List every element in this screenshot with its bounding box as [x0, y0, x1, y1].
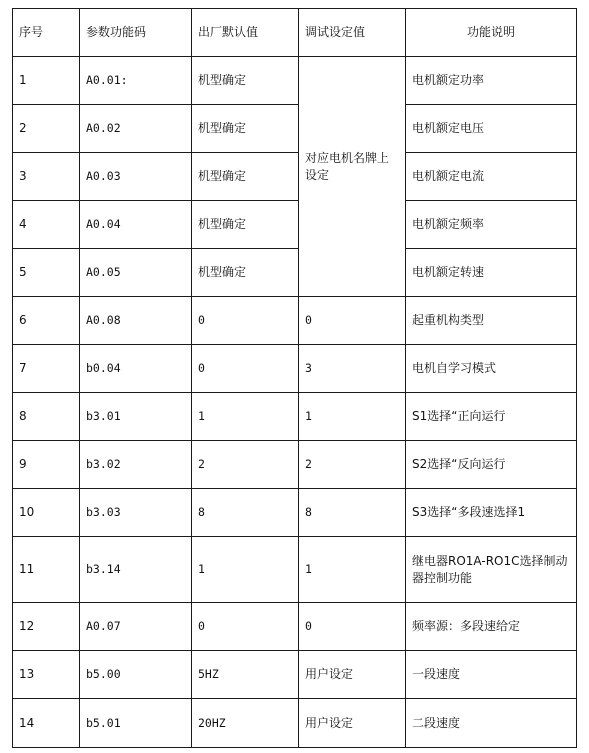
cell-desc: 频率源：多段速给定 [406, 603, 577, 651]
cell-no: 2 [13, 105, 80, 153]
table-row [13, 105, 577, 153]
table-row [13, 57, 577, 105]
cell-setting: 1 [299, 393, 406, 441]
cell-no: 7 [13, 345, 80, 393]
cell-default: 1 [192, 393, 299, 441]
cell-code: b3.01 [80, 393, 192, 441]
parameter-table [12, 8, 577, 748]
cell-setting: 用户设定 [299, 651, 406, 699]
cell-setting-merged [299, 57, 406, 297]
cell-no: 6 [13, 297, 80, 345]
cell-no: 4 [13, 201, 80, 249]
cell-default: 1 [192, 537, 299, 603]
cell-desc: 一段速度 [406, 651, 577, 699]
cell-desc: 继电器RO1A-RO1C选择制动器控制功能 [406, 537, 577, 603]
cell-code: b0.04 [80, 345, 192, 393]
cell-default: 机型确定 [192, 153, 299, 201]
cell-no: 11 [13, 537, 80, 603]
cell-no: 9 [13, 441, 80, 489]
table-row [13, 249, 577, 297]
cell-setting: 2 [299, 441, 406, 489]
cell-setting: 1 [299, 537, 406, 603]
cell-default: 机型确定 [192, 249, 299, 297]
cell-desc: 二段速度 [406, 699, 577, 748]
cell-default: 8 [192, 489, 299, 537]
cell-no: 14 [13, 699, 80, 748]
header-no: 序号 [13, 9, 80, 57]
cell-code: A0.03 [80, 153, 192, 201]
table-row [13, 537, 577, 603]
table-row [13, 699, 577, 748]
cell-setting: 用户设定 [299, 699, 406, 748]
cell-setting: 8 [299, 489, 406, 537]
cell-code: b3.03 [80, 489, 192, 537]
header-desc: 功能说明 [406, 9, 577, 57]
cell-code: A0.07 [80, 603, 192, 651]
cell-code: A0.05 [80, 249, 192, 297]
cell-default: 机型确定 [192, 105, 299, 153]
cell-desc: S3选择“多段速选择1 [406, 489, 577, 537]
table-row [13, 489, 577, 537]
cell-desc: 电机额定频率 [406, 201, 577, 249]
cell-default: 5HZ [192, 651, 299, 699]
table-row [13, 297, 577, 345]
cell-code: A0.04 [80, 201, 192, 249]
cell-no: 12 [13, 603, 80, 651]
cell-default: 0 [192, 297, 299, 345]
cell-desc: 电机自学习模式 [406, 345, 577, 393]
cell-code: b5.01 [80, 699, 192, 748]
table-row [13, 651, 577, 699]
cell-default: 20HZ [192, 699, 299, 748]
cell-desc: 电机额定电流 [406, 153, 577, 201]
cell-desc: 电机额定电压 [406, 105, 577, 153]
table-row [13, 201, 577, 249]
cell-desc: 起重机构类型 [406, 297, 577, 345]
cell-no: 5 [13, 249, 80, 297]
cell-code: b3.02 [80, 441, 192, 489]
table-row [13, 345, 577, 393]
header-row [13, 9, 577, 57]
cell-desc: S1选择“正向运行 [406, 393, 577, 441]
cell-default: 机型确定 [192, 201, 299, 249]
cell-no: 1 [13, 57, 80, 105]
merged-setting-text: 对应电机名牌上设定 [305, 150, 390, 182]
cell-desc: 电机额定功率 [406, 57, 577, 105]
cell-no: 8 [13, 393, 80, 441]
cell-desc: 电机额定转速 [406, 249, 577, 297]
cell-desc: S2选择“反向运行 [406, 441, 577, 489]
table-row [13, 393, 577, 441]
cell-setting: 0 [299, 603, 406, 651]
cell-default: 0 [192, 603, 299, 651]
cell-no: 3 [13, 153, 80, 201]
table-row [13, 153, 577, 201]
cell-default: 0 [192, 345, 299, 393]
header-default: 出厂默认值 [192, 9, 299, 57]
cell-code: A0.02 [80, 105, 192, 153]
cell-code: A0.01: [80, 57, 192, 105]
cell-setting: 0 [299, 297, 406, 345]
cell-default: 机型确定 [192, 57, 299, 105]
cell-code: b5.00 [80, 651, 192, 699]
table-row [13, 441, 577, 489]
cell-setting: 3 [299, 345, 406, 393]
header-code: 参数功能码 [80, 9, 192, 57]
cell-no: 13 [13, 651, 80, 699]
cell-code: A0.08 [80, 297, 192, 345]
cell-default: 2 [192, 441, 299, 489]
cell-no: 10 [13, 489, 80, 537]
table-row [13, 603, 577, 651]
header-setting: 调试设定值 [299, 9, 406, 57]
cell-code: b3.14 [80, 537, 192, 603]
